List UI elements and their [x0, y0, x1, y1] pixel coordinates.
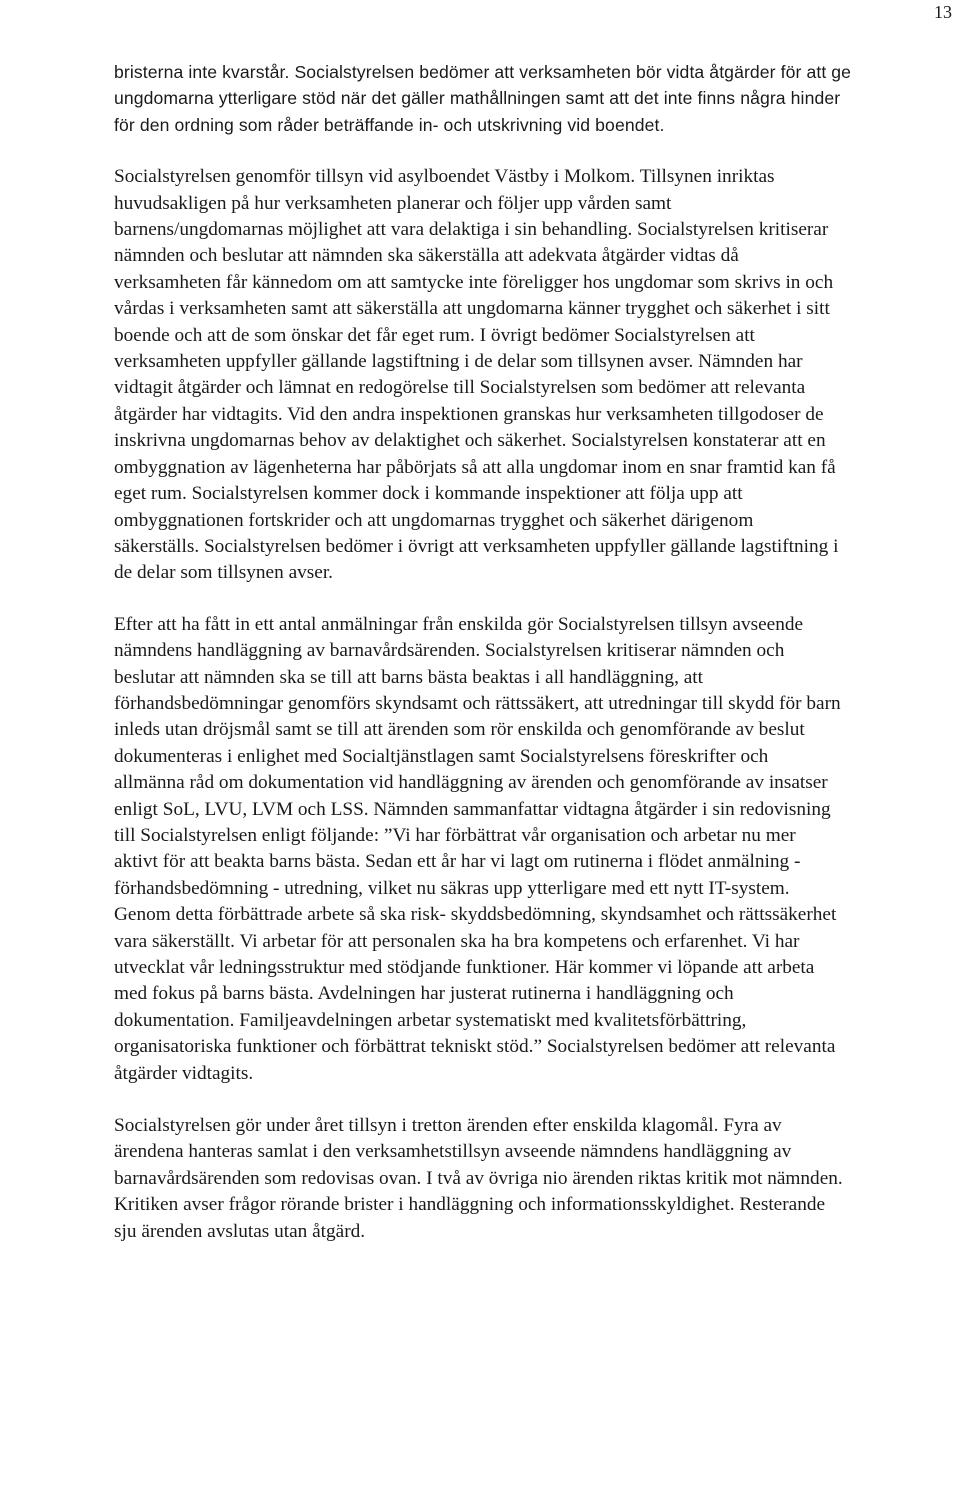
text-line: barnavårdsärenden som redovisas ovan. I två av övriga nio ärenden riktas kritik mot nämnden. [114, 1167, 843, 1189]
text-line: för den ordning som råder beträffande in- och utskrivning vid boendet. [114, 114, 665, 135]
text-line: ombyggnationen fortskrider och att ungdomarnas trygghet och säkerhet därigenom [114, 509, 754, 531]
paragraph [114, 164, 960, 587]
text-line: förhandsbedömningar genomförs skyndsamt och rättssäkert, att utredningar till skydd för barn [114, 692, 841, 714]
document-body [114, 59, 960, 1245]
text-line: Kritiken avser frågor rörande brister i handläggning och informationsskyldighet. Resterande [114, 1194, 826, 1216]
text-line: eget rum. Socialstyrelsen kommer dock i kommande inspektioner att följa upp att [114, 483, 743, 505]
text-line: bristerna inte kvarstår. Socialstyrelsen bedömer att verksamheten bör vidta åtgärder för att ge [114, 62, 852, 82]
text-line: nämndens handläggning av barnavårdsärenden. Socialstyrelsen kritiserar nämnden och [114, 640, 785, 662]
text-line: enligt SoL, LVU, LVM och LSS. Nämnden sammanfattar vidtagna åtgärder i sin redovisning [114, 798, 831, 820]
text-line: aktivt för att beakta barns bästa. Sedan ett år har vi lagt om rutinerna i flödet anmälning - [114, 851, 801, 873]
text-line: Genom detta förbättrade arbete så ska risk- skyddsbedömning, skyndsamhet och rättssäkerhet [114, 904, 837, 926]
text-line: verksamheten uppfyller gällande lagstiftning i de delar som tillsynen avser. Nämnden har [114, 351, 803, 373]
text-line: utvecklat vår ledningsstruktur med stödjande funktioner. Här kommer vi löpande att arbeta [114, 957, 815, 978]
text-line: säkerställs. Socialstyrelsen bedömer i övrigt att verksamheten uppfyller gällande lagstiftning i [114, 535, 839, 557]
text-line: Socialstyrelsen genomför tillsyn vid asylboendet Västby i Molkom. Tillsynen inriktas [114, 166, 775, 188]
text-line: ungdomarna ytterligare stöd när det gäller mathållningen samt att det inte finns några hinder [114, 88, 841, 109]
text-line: åtgärder vidtagits. [114, 1062, 254, 1084]
text-line: vidtagit åtgärder och lämnat en redogörelse till Socialstyrelsen som bedömer att relevanta [114, 377, 806, 399]
text-line: ombyggnation av lägenheterna har påbörjats så att alla ungdomar inom en snar framtid kan få [114, 456, 836, 478]
text-line: inskrivna ungdomarnas behov av delaktighet och säkerhet. Socialstyrelsen konstaterar att en [114, 430, 826, 452]
text-line: förhandsbedömning - utredning, vilket nu säkras upp ytterligare med ett nytt IT-system. [114, 877, 790, 899]
text-line: boende och att de som önskar det får eget rum. I övrigt bedömer Socialstyrelsen att [114, 324, 755, 346]
text-line: ärendena hanteras samlat i den verksamhetstillsyn avseende nämndens handläggning av [114, 1141, 792, 1163]
text-line: dokumenteras i enlighet med Socialtjänstlagen samt Socialstyrelsens föreskrifter och [114, 745, 769, 767]
text-line: sju ärenden avslutas utan åtgärd. [114, 1220, 366, 1242]
text-line: barnens/ungdomarnas möjlighet att vara delaktiga i sin behandling. Socialstyrelsen kritiserar [114, 219, 829, 241]
text-line: dokumentation. Familjeavdelningen arbetar systematiskt med kvalitetsförbättring, [114, 1009, 747, 1031]
text-line: till Socialstyrelsen enligt följande: ”Vi har förbättrat vår organisation och arbetar nu mer [114, 824, 796, 846]
text-line: vårdas i verksamheten samt att säkerställa att ungdomarna känner trygghet och säkerhet i sitt [114, 298, 830, 320]
text-line: vara säkerställt. Vi arbetar för att personalen ska ha bra kompetens och erfarenhet. Vi har [114, 930, 800, 952]
paragraph [114, 59, 960, 138]
text-line: de delar som tillsynen avser. [114, 562, 334, 584]
text-line: Socialstyrelsen gör under året tillsyn i tretton ärenden efter enskilda klagomål. Fyra av [114, 1115, 782, 1137]
text-line: organisatoriska funktioner och förbättrat tekniskt stöd.” Socialstyrelsen bedömer att relevanta [114, 1036, 836, 1058]
page-number: 13 [934, 2, 952, 22]
text-line: inleds utan dröjsmål samt se till att ärenden som rör enskilda och genomförande av beslut [114, 719, 805, 741]
text-line: med fokus på barns bästa. Avdelningen har justerat rutinerna i handläggning och [114, 983, 734, 1005]
text-line: nämnden och beslutar att nämnden ska säkerställa att adekvata åtgärder vidtas då [114, 245, 739, 267]
text-line: Efter att ha fått in ett antal anmälningar från enskilda gör Socialstyrelsen tillsyn avseende [114, 613, 804, 635]
text-line: huvudsakligen på hur verksamheten planerar och följer upp vården samt [114, 192, 672, 214]
text-line: verksamheten får kännedom om att samtycke inte föreligger hos ungdomar som skrivs in och [114, 271, 834, 293]
text-line: beslutar att nämnden ska se till att barns bästa beaktas i all handläggning, att [114, 666, 703, 688]
paragraph [114, 612, 960, 1087]
text-line: åtgärder har vidtagits. Vid den andra inspektionen granskas hur verksamheten tillgodoser de [114, 403, 824, 425]
text-line: allmänna råd om dokumentation vid handläggning av ärenden och genomförande av insatser [114, 772, 828, 794]
paragraph [114, 1113, 960, 1245]
